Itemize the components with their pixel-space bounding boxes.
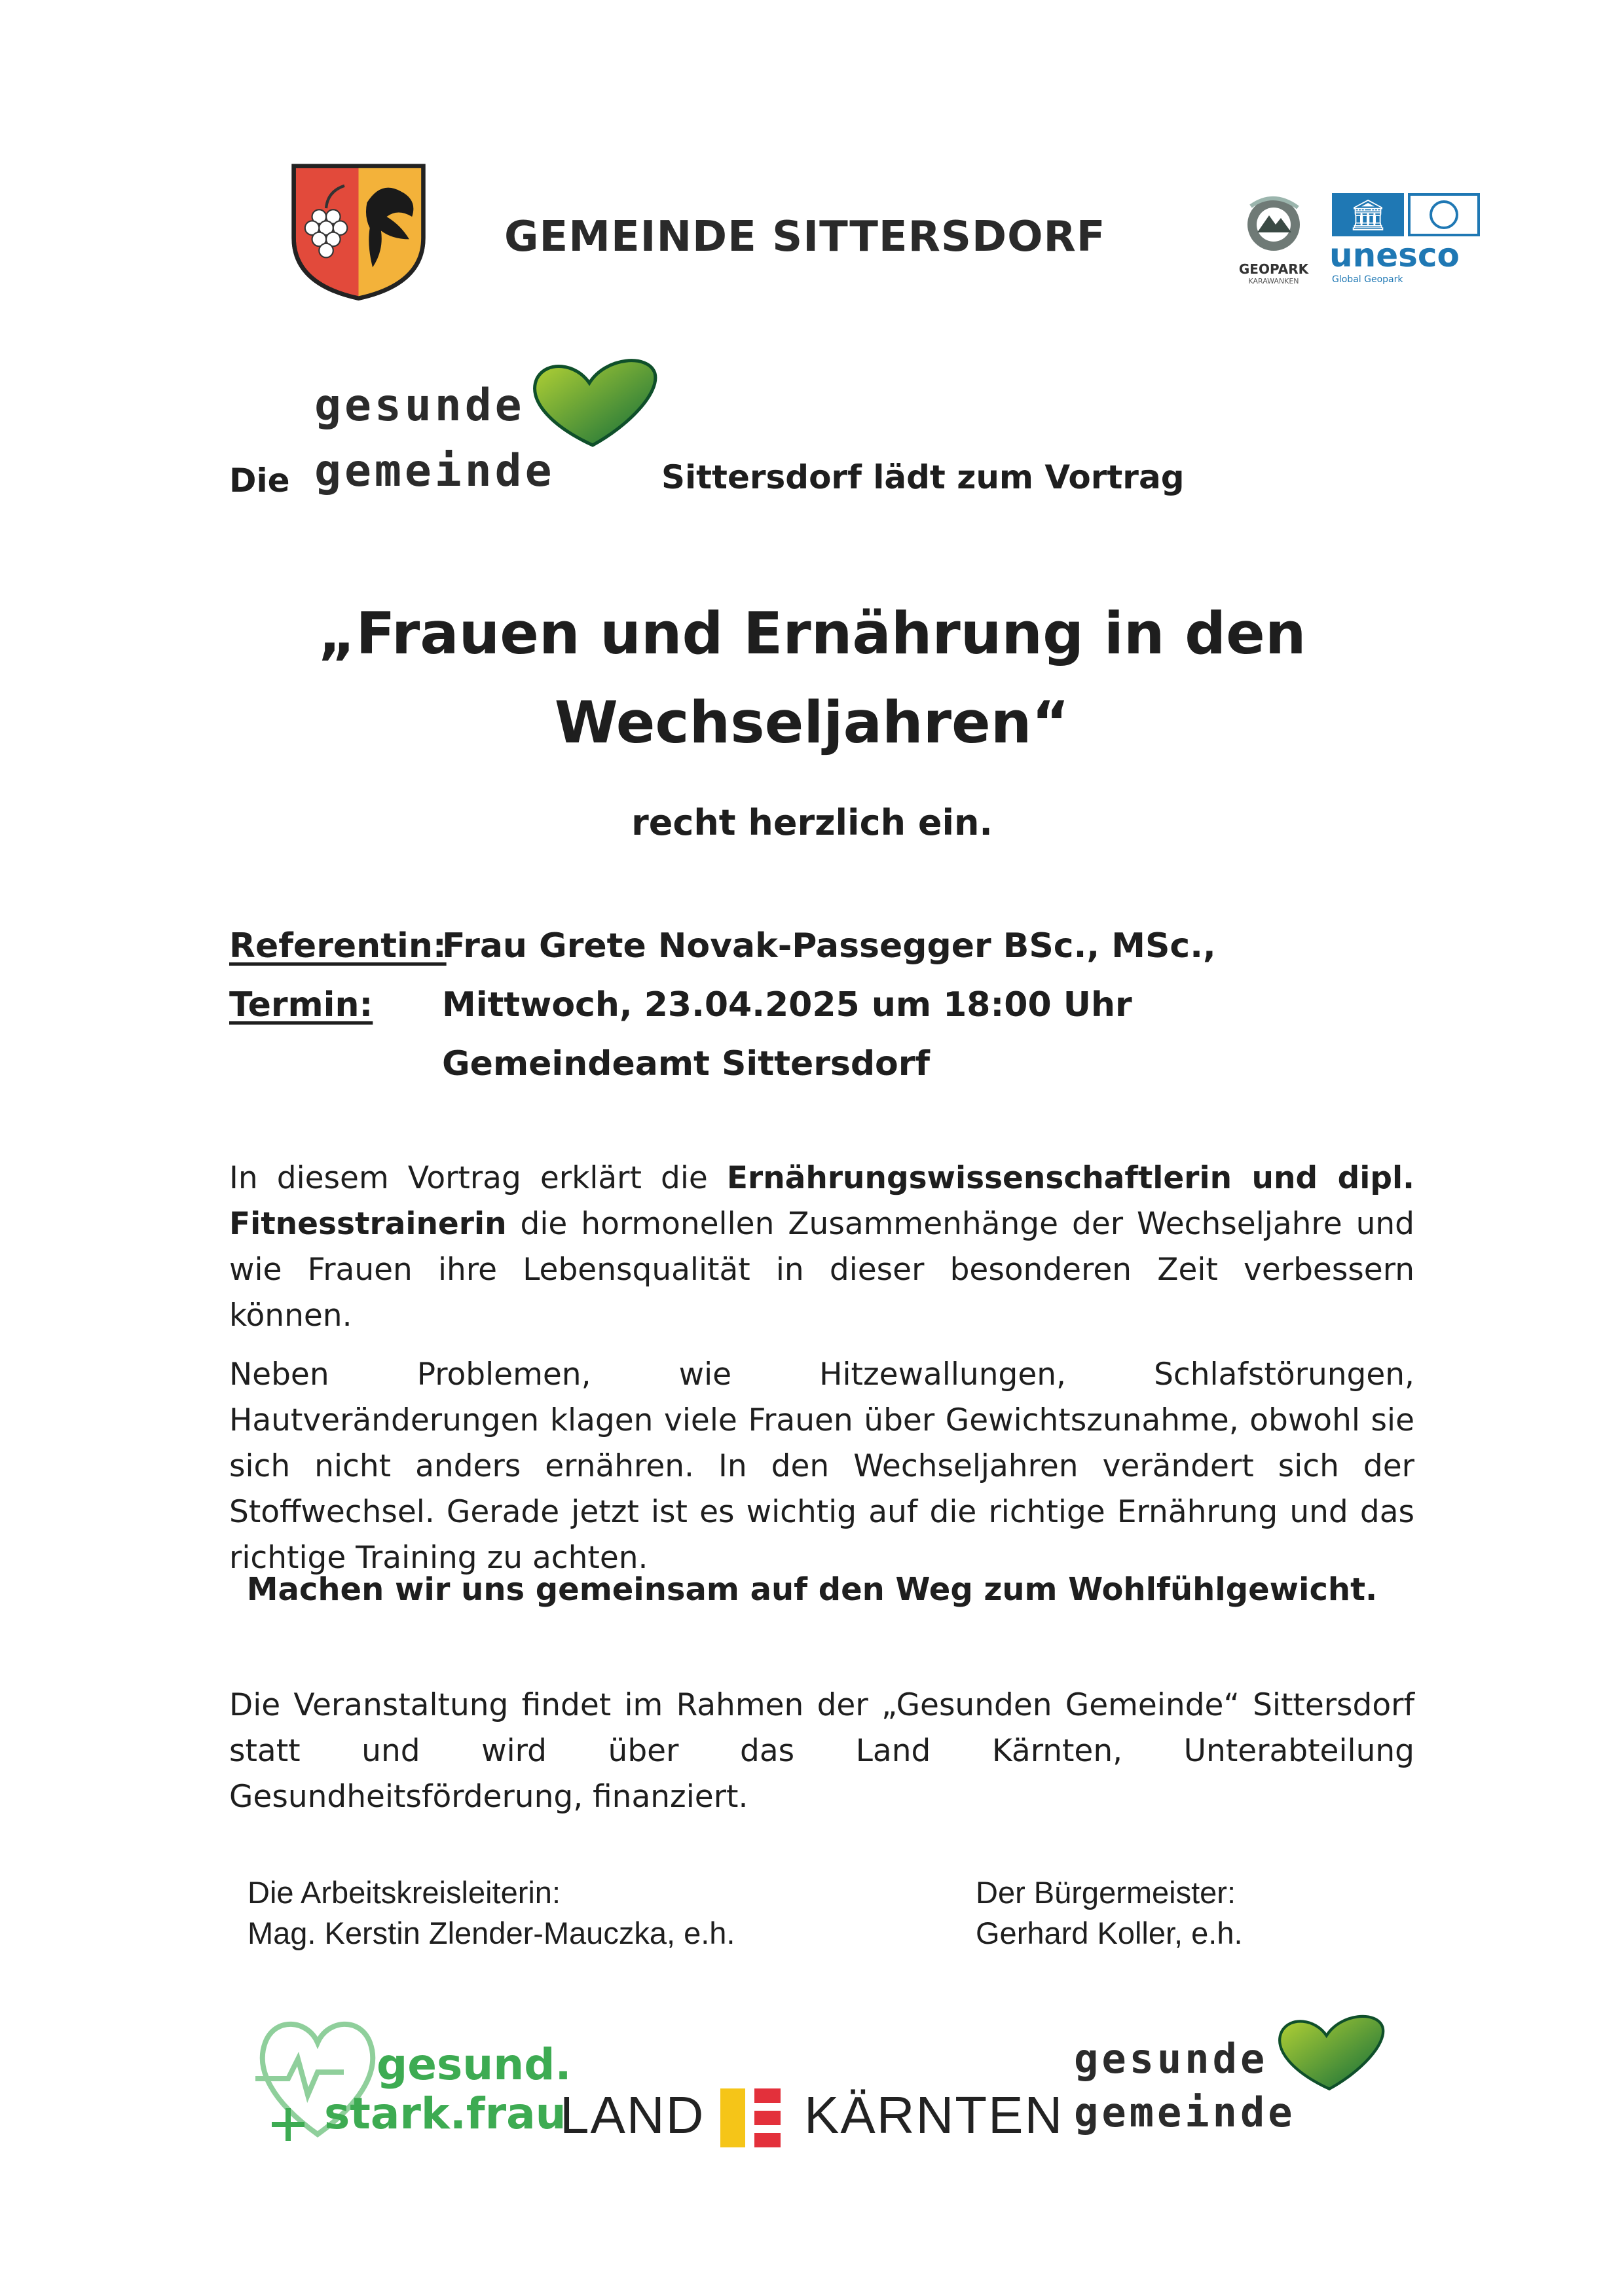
signature-role: Die Arbeitskreisleiterin:: [248, 1875, 561, 1910]
event-venue: Gemeindeamt Sittersdorf: [442, 1044, 931, 1084]
signature-name: Mag. Kerstin Zlender-Mauczka, e.h.: [248, 1916, 735, 1950]
geopark-globe-icon: [1408, 193, 1480, 236]
unesco-label: unesco: [1329, 236, 1460, 274]
land-kaernten-logo-word-2: KÄRNTEN: [804, 2086, 1064, 2144]
land-kaernten-logo-word-1: LAND: [560, 2086, 705, 2144]
signature-name: Gerhard Koller, e.h.: [976, 1916, 1243, 1950]
gesunde-gemeinde-footer-word-1: gesunde: [1074, 2035, 1268, 2083]
speaker-qualification: Ernährungswissenschaftlerin und dipl. Fitnesstrainerin: [229, 1160, 1414, 1242]
gesund-stark-frau-logo-line-1: gesund.: [377, 2039, 572, 2090]
gesunde-gemeinde-logo-word-2: gemeinde: [314, 445, 555, 497]
gesunde-gemeinde-logo-word-1: gesunde: [314, 380, 525, 431]
paragraph-1-start: In diesem Vortrag erklärt die: [229, 1160, 727, 1196]
gesund-stark-frau-logo-line-2: stark.frau: [324, 2088, 566, 2139]
speaker-label: Referentin:: [229, 926, 447, 966]
carinthia-flag-icon: [720, 2088, 783, 2147]
heart-icon: [524, 354, 661, 452]
motto: Machen wir uns gemeinsam auf den Weg zum Wohlfühlgewicht.: [246, 1571, 1378, 1608]
gesunde-gemeinde-footer-word-2: gemeinde: [1074, 2088, 1296, 2136]
heart-icon: [1270, 2010, 1388, 2095]
event-date: Mittwoch, 23.04.2025 um 18:00 Uhr: [442, 985, 1132, 1025]
description-paragraph-1: [229, 1156, 1414, 1339]
signature-role: Der Bürgermeister:: [976, 1875, 1236, 1910]
signature-mayor: [976, 1872, 1243, 1954]
date-label: Termin:: [229, 985, 373, 1025]
unesco-temple-icon: 🏛: [1332, 193, 1404, 236]
geopark-label: GEOPARK: [1238, 261, 1309, 277]
funding-paragraph: Die Veranstaltung findet im Rahmen der „Gesunden Gemeinde“ Sittersdorf statt und wird über das Land Kärnten, Unterabteilung Gesundheitsförderung, finanziert.: [229, 1687, 1414, 1815]
unesco-logo: [1329, 193, 1486, 291]
lecture-subtitle: recht herzlich ein.: [631, 802, 993, 843]
unesco-emblem: [1332, 193, 1486, 236]
lecture-title-line-1: „Frauen und Ernährung in den: [318, 600, 1306, 667]
speaker-name: Frau Grete Novak-Passegger BSc., MSc.,: [442, 926, 1216, 966]
unesco-sublabel: Global Geopark: [1332, 274, 1403, 285]
geopark-sublabel: KARAWANKEN: [1248, 277, 1299, 285]
signature-working-group-lead: [248, 1872, 735, 1954]
lecture-title: [0, 589, 1624, 768]
geopark-logo: [1238, 193, 1310, 291]
invitation-text: Sittersdorf lädt zum Vortrag: [661, 458, 1185, 496]
intro-prefix: Die: [229, 462, 290, 500]
lecture-title-line-2: Wechseljahren“: [554, 689, 1070, 757]
municipality-name: GEMEINDE SITTERSDORF: [504, 213, 1106, 261]
description-paragraph-2: Neben Problemen, wie Hitzewallungen, Schlafstörungen, Hautveränderungen klagen viele Frauen über Gewichtszunahme, obwohl sie sich nicht anders ernähren. In den Wechseljahren verändert sich der Stoffwechsel. Gerade jetzt ist es wichtig auf die richtige Ernährung und das richtige Training zu achten.: [229, 1357, 1414, 1576]
municipal-coat-of-arms: [288, 160, 429, 301]
paragraph-1-end: die hormonellen Zusammenhänge der Wechseljahre und wie Frauen ihre Lebensqualität in dieser besonderen Zeit verbessern können.: [229, 1206, 1414, 1334]
geopark-mountain-icon: [1238, 193, 1310, 259]
